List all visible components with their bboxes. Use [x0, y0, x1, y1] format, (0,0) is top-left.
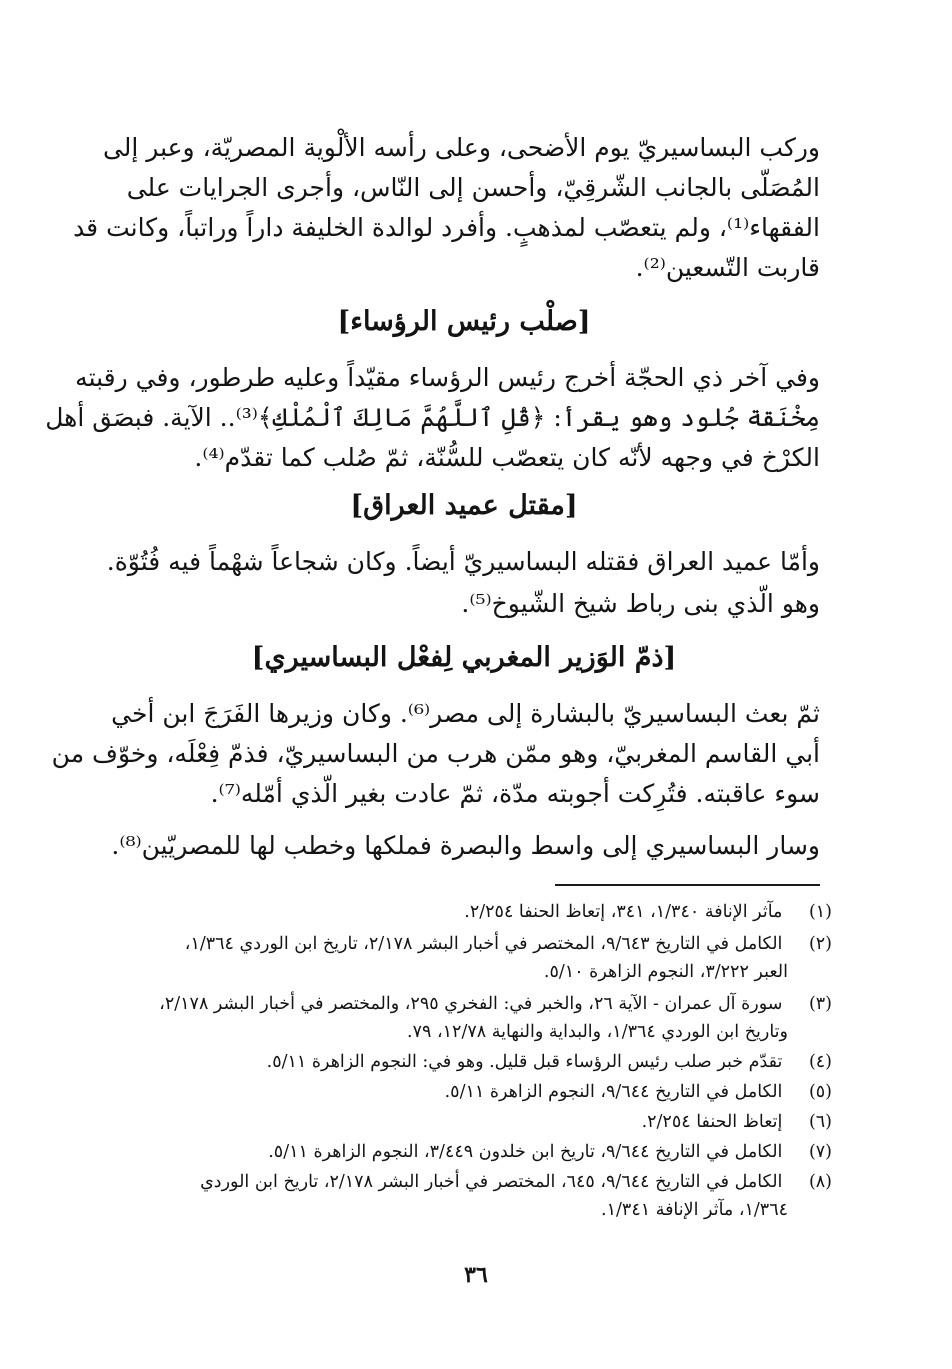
footnote-text: إتعاظ الحنفا ٢/٢٥٤. [641, 1112, 783, 1132]
footnote [108, 898, 832, 926]
footnote-text: الكامل في التاريخ ٩/٦٤٤، تاريخ ابن خلدون ٣/٤٤٩، النجوم الزاهرة ٥/١١. [268, 1142, 783, 1162]
page-number: ٣٦ [464, 1262, 488, 1288]
body-line: وركب البساسيريّ يوم الأضحى، وعلى رأسه الألْوية المصريّة، وعبر إلى [102, 133, 820, 162]
footnote-number: (٨) [808, 1172, 832, 1192]
footnote-number: (٧) [808, 1142, 832, 1162]
footnote-text: الكامل في التاريخ ٩/٦٤٣، المختصر في أخبار البشر ٢/١٧٨، تاريخ ابن الوردي ١/٣٦٤، [184, 934, 783, 954]
body-line: الفقهاء⁽¹⁾، ولم يتعصّب لمذهبٍ. وأفرد لوالدة الخليفة داراً وراتباً، وكانت قد [73, 213, 820, 242]
section-heading: [صلْب رئيس الرؤساء] [337, 306, 591, 337]
body-line: وهو الّذي بنى رباط شيخ الشّيوخ⁽⁵⁾. [461, 589, 820, 618]
footnote-text: ١/٣٦٤، مآثر الإنافة ١/٣٤١. [601, 1200, 788, 1220]
footnote [108, 1078, 832, 1106]
body-line: قاربت التّسعين⁽²⁾. [635, 253, 820, 282]
body-line: وفي آخر ذي الحجّة أخرج رئيس الرؤساء مقيّداً وعليه طرطور، وفي رقبته [75, 363, 820, 392]
footnote-number: (٦) [808, 1112, 832, 1132]
footnote-number: (١) [808, 902, 832, 922]
body-line: مِخْنَقة جُلود وهو يقرأ: ﴿قُلِ ٱللَّهُمَّ مَالِكَ ٱلْمُلْكِ﴾⁽³⁾.. الآية. فبصَق أهل [45, 403, 820, 432]
footnote [108, 1138, 832, 1166]
footnote-continuation [108, 1196, 832, 1224]
footnote-continuation [108, 1018, 832, 1046]
footnote-number: (٥) [808, 1082, 832, 1102]
footnote [108, 990, 832, 1018]
body-line: الكرْخ في وجهه لأنّه كان يتعصّب للسُّنّة، ثمّ صُلب كما تقدّم⁽⁴⁾. [194, 443, 820, 472]
body-line: وسار البساسيري إلى واسط والبصرة فملكها وخطب لها للمصريّين⁽⁸⁾. [111, 831, 820, 860]
body-line: أبي القاسم المغربيّ، وهو ممّن هرب من البساسيريّ، فذمّ فِعْلَه، وخوّف من [51, 739, 820, 768]
section-heading: [مقتل عميد العراق] [350, 490, 578, 521]
footnote-number: (٢) [808, 934, 832, 954]
section-heading: [ذمّ الوَزير المغربي لِفعْل البساسيري] [251, 642, 677, 673]
body-line: وأمّا عميد العراق فقتله البساسيريّ أيضاً. وكان شجاعاً شهْماً فيه فُتُوّة. [106, 547, 820, 576]
footnote [108, 1048, 832, 1076]
footnote-text: مآثر الإنافة ١/٣٤٠، ٣٤١، إتعاظ الحنفا ٢/٢٥٤. [464, 902, 783, 922]
footnote-text: سورة آل عمران - الآية ٢٦، والخبر في: الفخري ٢٩٥، والمختصر في أخبار البشر ٢/١٧٨، [159, 994, 783, 1014]
footnote-number: (٣) [808, 994, 832, 1014]
footnote-text: الكامل في التاريخ ٩/٦٤٤، النجوم الزاهرة ٥/١١. [444, 1082, 783, 1102]
footnote-number: (٤) [808, 1052, 832, 1072]
footnote [108, 930, 832, 958]
footnote-divider [555, 884, 820, 886]
footnote-text: الكامل في التاريخ ٩/٦٤٤، ٦٤٥، المختصر في أخبار البشر ٢/١٧٨، تاريخ ابن الوردي [200, 1172, 783, 1192]
footnote [108, 1168, 832, 1196]
footnote-text: العبر ٣/٢٢٢، النجوم الزاهرة ٥/١٠. [543, 962, 788, 982]
footnote-text: تقدّم خبر صلب رئيس الرؤساء قبل قليل. وهو في: النجوم الزاهرة ٥/١١. [266, 1052, 783, 1072]
footnote-text: وتاريخ ابن الوردي ١/٣٦٤، والبداية والنهاية ١٢/٧٨، ٧٩. [407, 1022, 788, 1042]
body-line: ثمّ بعث البساسيريّ بالبشارة إلى مصر⁽⁶⁾. وكان وزيرها الفَرَجَ ابن أخي [111, 699, 820, 728]
body-line: سوء عاقبته. فتُرِكت أجوبته مدّة، ثمّ عادت بغير الّذي أمّله⁽⁷⁾. [210, 779, 820, 808]
footnote-continuation [108, 958, 832, 986]
footnote [108, 1108, 832, 1136]
body-line: المُصَلّى بالجانب الشّرقِيّ، وأحسن إلى النّاس، وأجرى الجرايات على [126, 173, 820, 202]
